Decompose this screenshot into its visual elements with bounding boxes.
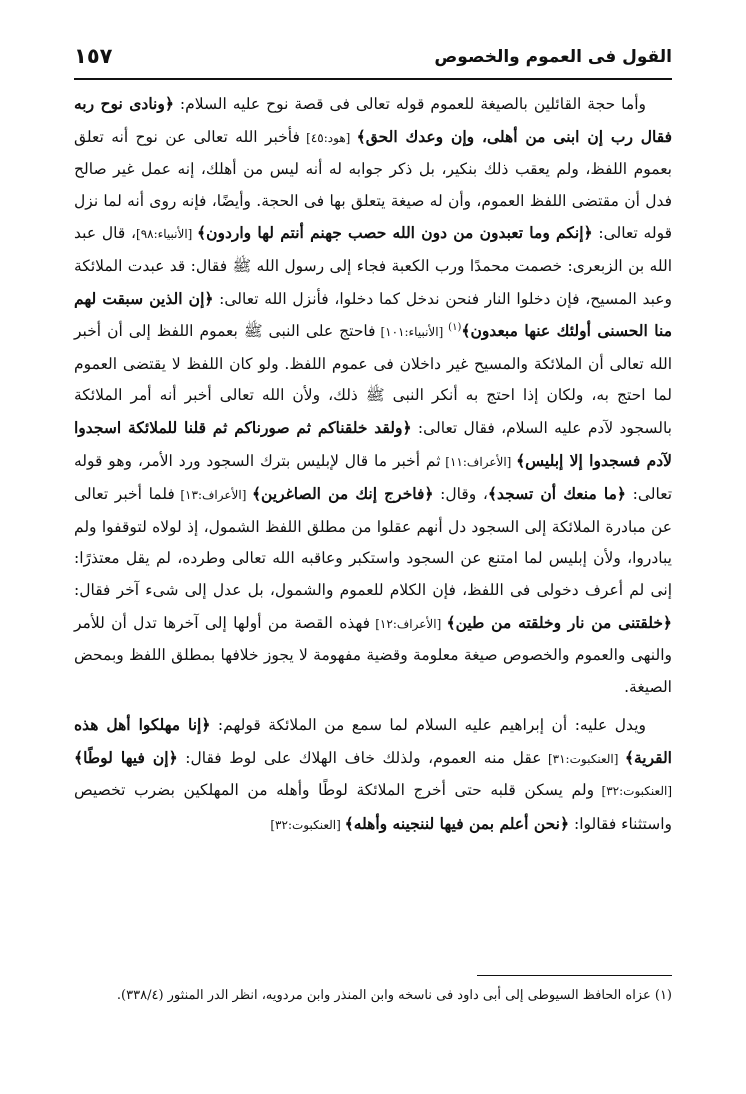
footnote-marker: (١) bbox=[448, 322, 462, 333]
page-number: ١٥٧ bbox=[74, 44, 113, 68]
quran-quote: ﴿ولقد خلقناكم ثم صورناكم ثم قلنا للملائكة اسجدوا لآدم فسجدوا إلا إبليس﴾ bbox=[74, 417, 672, 470]
page-header bbox=[74, 44, 672, 74]
text-span: ويدل عليه: أن إبراهيم عليه السلام لما سمع من الملائكة قولهم: bbox=[210, 716, 646, 735]
text-span: وأما حجة القائلين بالصيغة للعموم قوله تعالى فى قصة نوح عليه السلام: bbox=[173, 95, 646, 113]
quran-quote: ﴿إنا مهلكوا أهل هذه القرية﴾ bbox=[74, 715, 672, 767]
quran-quote: ﴿إن فيها لوطًا﴾ bbox=[74, 747, 178, 767]
verse-reference: [الأعراف:١٢] bbox=[370, 616, 447, 631]
quran-quote: ﴿نحن أعلم بمن فيها لننجينه وأهله﴾ bbox=[344, 814, 570, 834]
text-span: فلما أخبر تعالى عن مبادرة الملائكة إلى السجود دل أنهم عقلوا من مطلق اللفظ الشمول، إذ لولاه لتوقفوا ولم يبادروا، ولأن إبليس لما امتنع عن السجود واستكبر وعاقبه الله تعالى وطرده، لم يقل معتذرًا: إنى لم أعرف دخولى فى اللفظ، فإن الكلام للعموم والشمول، بل عدل إلى شىء آخر فقال: bbox=[74, 485, 672, 599]
footnote-text: (١) عزاه الحافظ السيوطى إلى أبى داود فى ناسخه وابن المنذر وابن مردويه، انظر الدر المنثور (٣٣٨/٤). bbox=[116, 988, 672, 1003]
verse-reference: [الأنبياء:٩٨] bbox=[136, 227, 198, 242]
verse-reference: [الأنبياء:١٠١] bbox=[375, 325, 449, 340]
text-span: فهذه القصة من أولها إلى آخرها تدل أن للأمر والنهى والعموم والخصوص صيغة معلومة وقضية مفهومة لا يجوز خلافها بمطلق اللفظ وبمحض الصيغة. bbox=[74, 613, 672, 696]
running-title: القول فى العموم والخصوص bbox=[434, 47, 672, 67]
verse-reference: [الأعراف:١٣] bbox=[174, 488, 252, 503]
text-span: فأخبر الله تعالى عن نوح أنه تعلق بعموم اللفظ، ولم يعقب ذلك بنكير، بل ذكر جوابه له أنه ليس من أهلك، إنه عمل غير صالح فدل أن مقتضى اللفظ العموم، وأن له صيغة يتعلق بها فى الحجة. وأيضًا، فإنه روى أنه لما نزل قوله تعالى: bbox=[74, 127, 672, 243]
quran-quote: ﴿ما منعك أن تسجد﴾ bbox=[487, 484, 626, 504]
paragraph-2 bbox=[74, 709, 672, 841]
header-rule bbox=[74, 78, 672, 80]
verse-reference: [هود:٤٥] bbox=[299, 130, 357, 145]
text-span: عقل منه العموم، ولذلك خاف الهلاك على لوط فقال: bbox=[177, 748, 542, 767]
verse-reference: [العنكبوت:٣٢] bbox=[594, 784, 672, 799]
text-span: ، وقال: bbox=[433, 485, 488, 504]
footnote-rule bbox=[477, 975, 672, 976]
footnote bbox=[74, 982, 672, 1009]
verse-reference: [الأعراف:١١] bbox=[440, 454, 517, 469]
paragraph-1 bbox=[74, 88, 672, 703]
verse-reference: [العنكبوت:٣٢] bbox=[270, 818, 345, 833]
text-span: فاحتج على النبى ﷺ بعموم اللفظ إلى أن أخبر الله تعالى أن الملائكة والمسيح غير داخلان فى عموم اللفظ. ولو كان اللفظ لا يقتضى العموم لما احتج به، ولكان إذا احتج به أنكر النبى ﷺ ذلك، ولأن الله تعالى أخبر أنه أمر الملائكة بالسجود لآدم عليه السلام، فقال تعالى: bbox=[74, 322, 672, 437]
main-text bbox=[74, 88, 672, 842]
quran-quote: ﴿إنكم وما تعبدون من دون الله حصب جهنم أنتم لها واردون﴾ bbox=[197, 223, 593, 243]
verse-reference: [العنكبوت:٣١] bbox=[541, 751, 625, 766]
text-span: ولم يسكن قلبه حتى أخرج الملائكة لوطًا وأهله من المهلكين بضرب تخصيص واستثناء فقالوا: bbox=[74, 781, 672, 834]
quran-quote: ﴿إن الذين سبقت لهم منا الحسنى أولئك عنها مبعدون﴾ bbox=[74, 288, 672, 341]
quran-quote: ﴿خلقتنى من نار وخلقته من طين﴾ bbox=[446, 612, 672, 632]
quran-quote: ﴿ونادى نوح ربه فقال رب إن ابنى من أهلى، وإن وعدك الحق﴾ bbox=[74, 94, 672, 146]
text-span: ، قال عبد الله بن الزبعرى: خصمت محمدًا ورب الكعبة فجاء إلى رسول الله ﷺ فقال: قد عبدت الملائكة وعبد المسيح، فإن دخلوا النار فنحن ندخل كما دخلوا، فأنزل الله تعالى: bbox=[74, 224, 673, 308]
quran-quote: ﴿فاخرج إنك من الصاغرين﴾ bbox=[251, 484, 434, 504]
text-span: ثم أخبر ما قال لإبليس بترك السجود ورد الأمر، وهو قوله تعالى: bbox=[74, 451, 673, 504]
